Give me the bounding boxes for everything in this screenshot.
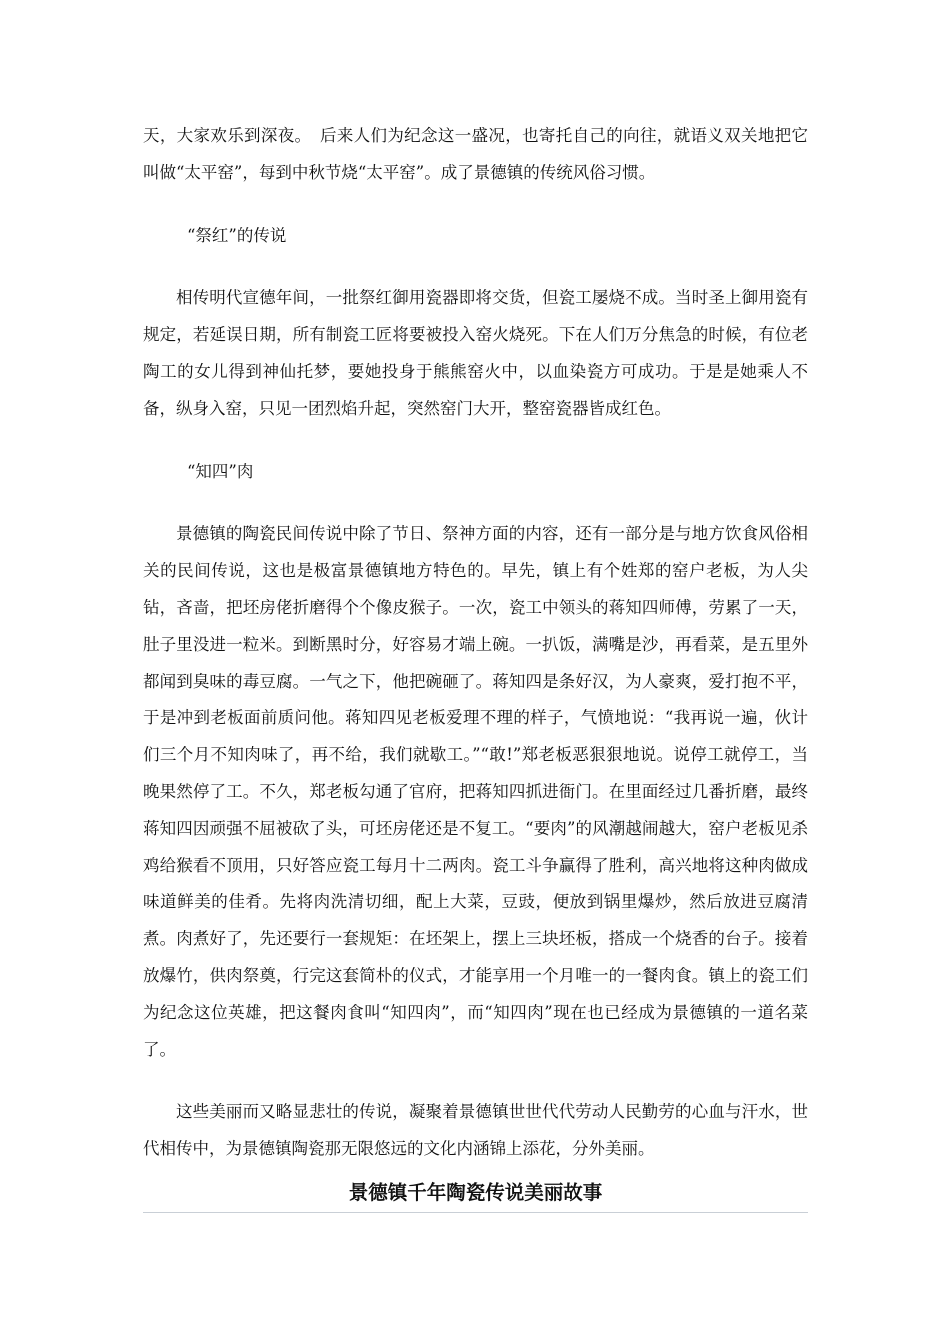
paragraph-taiping-kiln-ending: 天，大家欢乐到深夜。 后来人们为纪念这一盛况，也寄托自己的向往，就语义双关地把它叫做“太平窑”，每到中秋节烧“太平窑”。成了景德镇的传统风俗习惯。 xyxy=(143,126,808,182)
document-title-bar xyxy=(143,1178,808,1213)
spacer xyxy=(143,254,808,280)
section-heading-zhisi-meat: “知四”肉 xyxy=(187,461,254,481)
spacer xyxy=(143,1068,808,1094)
spacer xyxy=(143,428,808,454)
document-body xyxy=(143,118,808,1168)
spacer xyxy=(143,490,808,516)
paragraph-conclusion: 这些美丽而又略显悲壮的传说，凝聚着景德镇世世代代劳动人民勤劳的心血与汗水，世代相传中，为景德镇陶瓷那无限悠远的文化内涵锦上添花，分外美丽。 xyxy=(143,1102,808,1159)
spacer xyxy=(143,192,808,218)
section-heading-jihong: “祭红”的传说 xyxy=(187,225,287,245)
paragraph-jihong-legend: 相传明代宣德年间，一批祭红御用瓷器即将交货，但瓷工屡烧不成。当时圣上御用瓷有规定，若延误日期，所有制瓷工匠将要被投入窑火烧死。下在人们万分焦急的时候，有位老陶工的女儿得到神仙托梦，要她投身于熊熊窑火中，以血染瓷方可成功。于是是她乘人不备，纵身入窑，只见一团烈焰升起，突然窑门大开，整窑瓷器皆成红色。 xyxy=(143,288,808,418)
document-title: 景德镇千年陶瓷传说美丽故事 xyxy=(348,1181,603,1204)
paragraph-zhisi-meat-legend: 景德镇的陶瓷民间传说中除了节日、祭神方面的内容，还有一部分是与地方饮食风俗相关的民间传说，这也是极富景德镇地方特色的。早先，镇上有个姓郑的窑户老板，为人尖钻，吝啬，把坯房佬折磨得个个像皮猴子。一次，瓷工中领头的蒋知四师傅，劳累了一天，肚子里没进一粒米。到断黑时分，好容易才端上碗。一扒饭，满嘴是沙，再看菜，是五里外都闻到臭味的毒豆腐。一气之下，他把碗砸了。蒋知四是条好汉，为人豪爽，爱打抱不平，于是冲到老板面前质问他。蒋知四见老板爱理不理的样子，气愤地说：“我再说一遍，伙计们三个月不知肉味了，再不给，我们就歇工。”“敢!”郑老板恶狠狠地说。说停工就停工，当晚果然停了工。不久，郑老板勾通了官府，把蒋知四抓进衙门。在里面经过几番折磨，最终蒋知四因顽强不屈被砍了头，可坯房佬还是不复工。“要肉”的风潮越闹越大，窑户老板见杀鸡给猴看不顶用，只好答应瓷工每月十二两肉。瓷工斗争赢得了胜利，高兴地将这种肉做成味道鲜美的佳肴。先将肉洗清切细，配上大菜，豆豉，便放到锅里爆炒，然后放进豆腐清煮。肉煮好了，先还要行一套规矩：在坯架上，摆上三块坯板，搭成一个烧香的台子。接着放爆竹，供肉祭奠，行完这套简朴的仪式，才能享用一个月唯一的一餐肉食。镇上的瓷工们为纪念这位英雄，把这餐肉食叫“知四肉”，而“知四肉”现在也已经成为景德镇的一道名菜了。 xyxy=(143,524,808,1059)
